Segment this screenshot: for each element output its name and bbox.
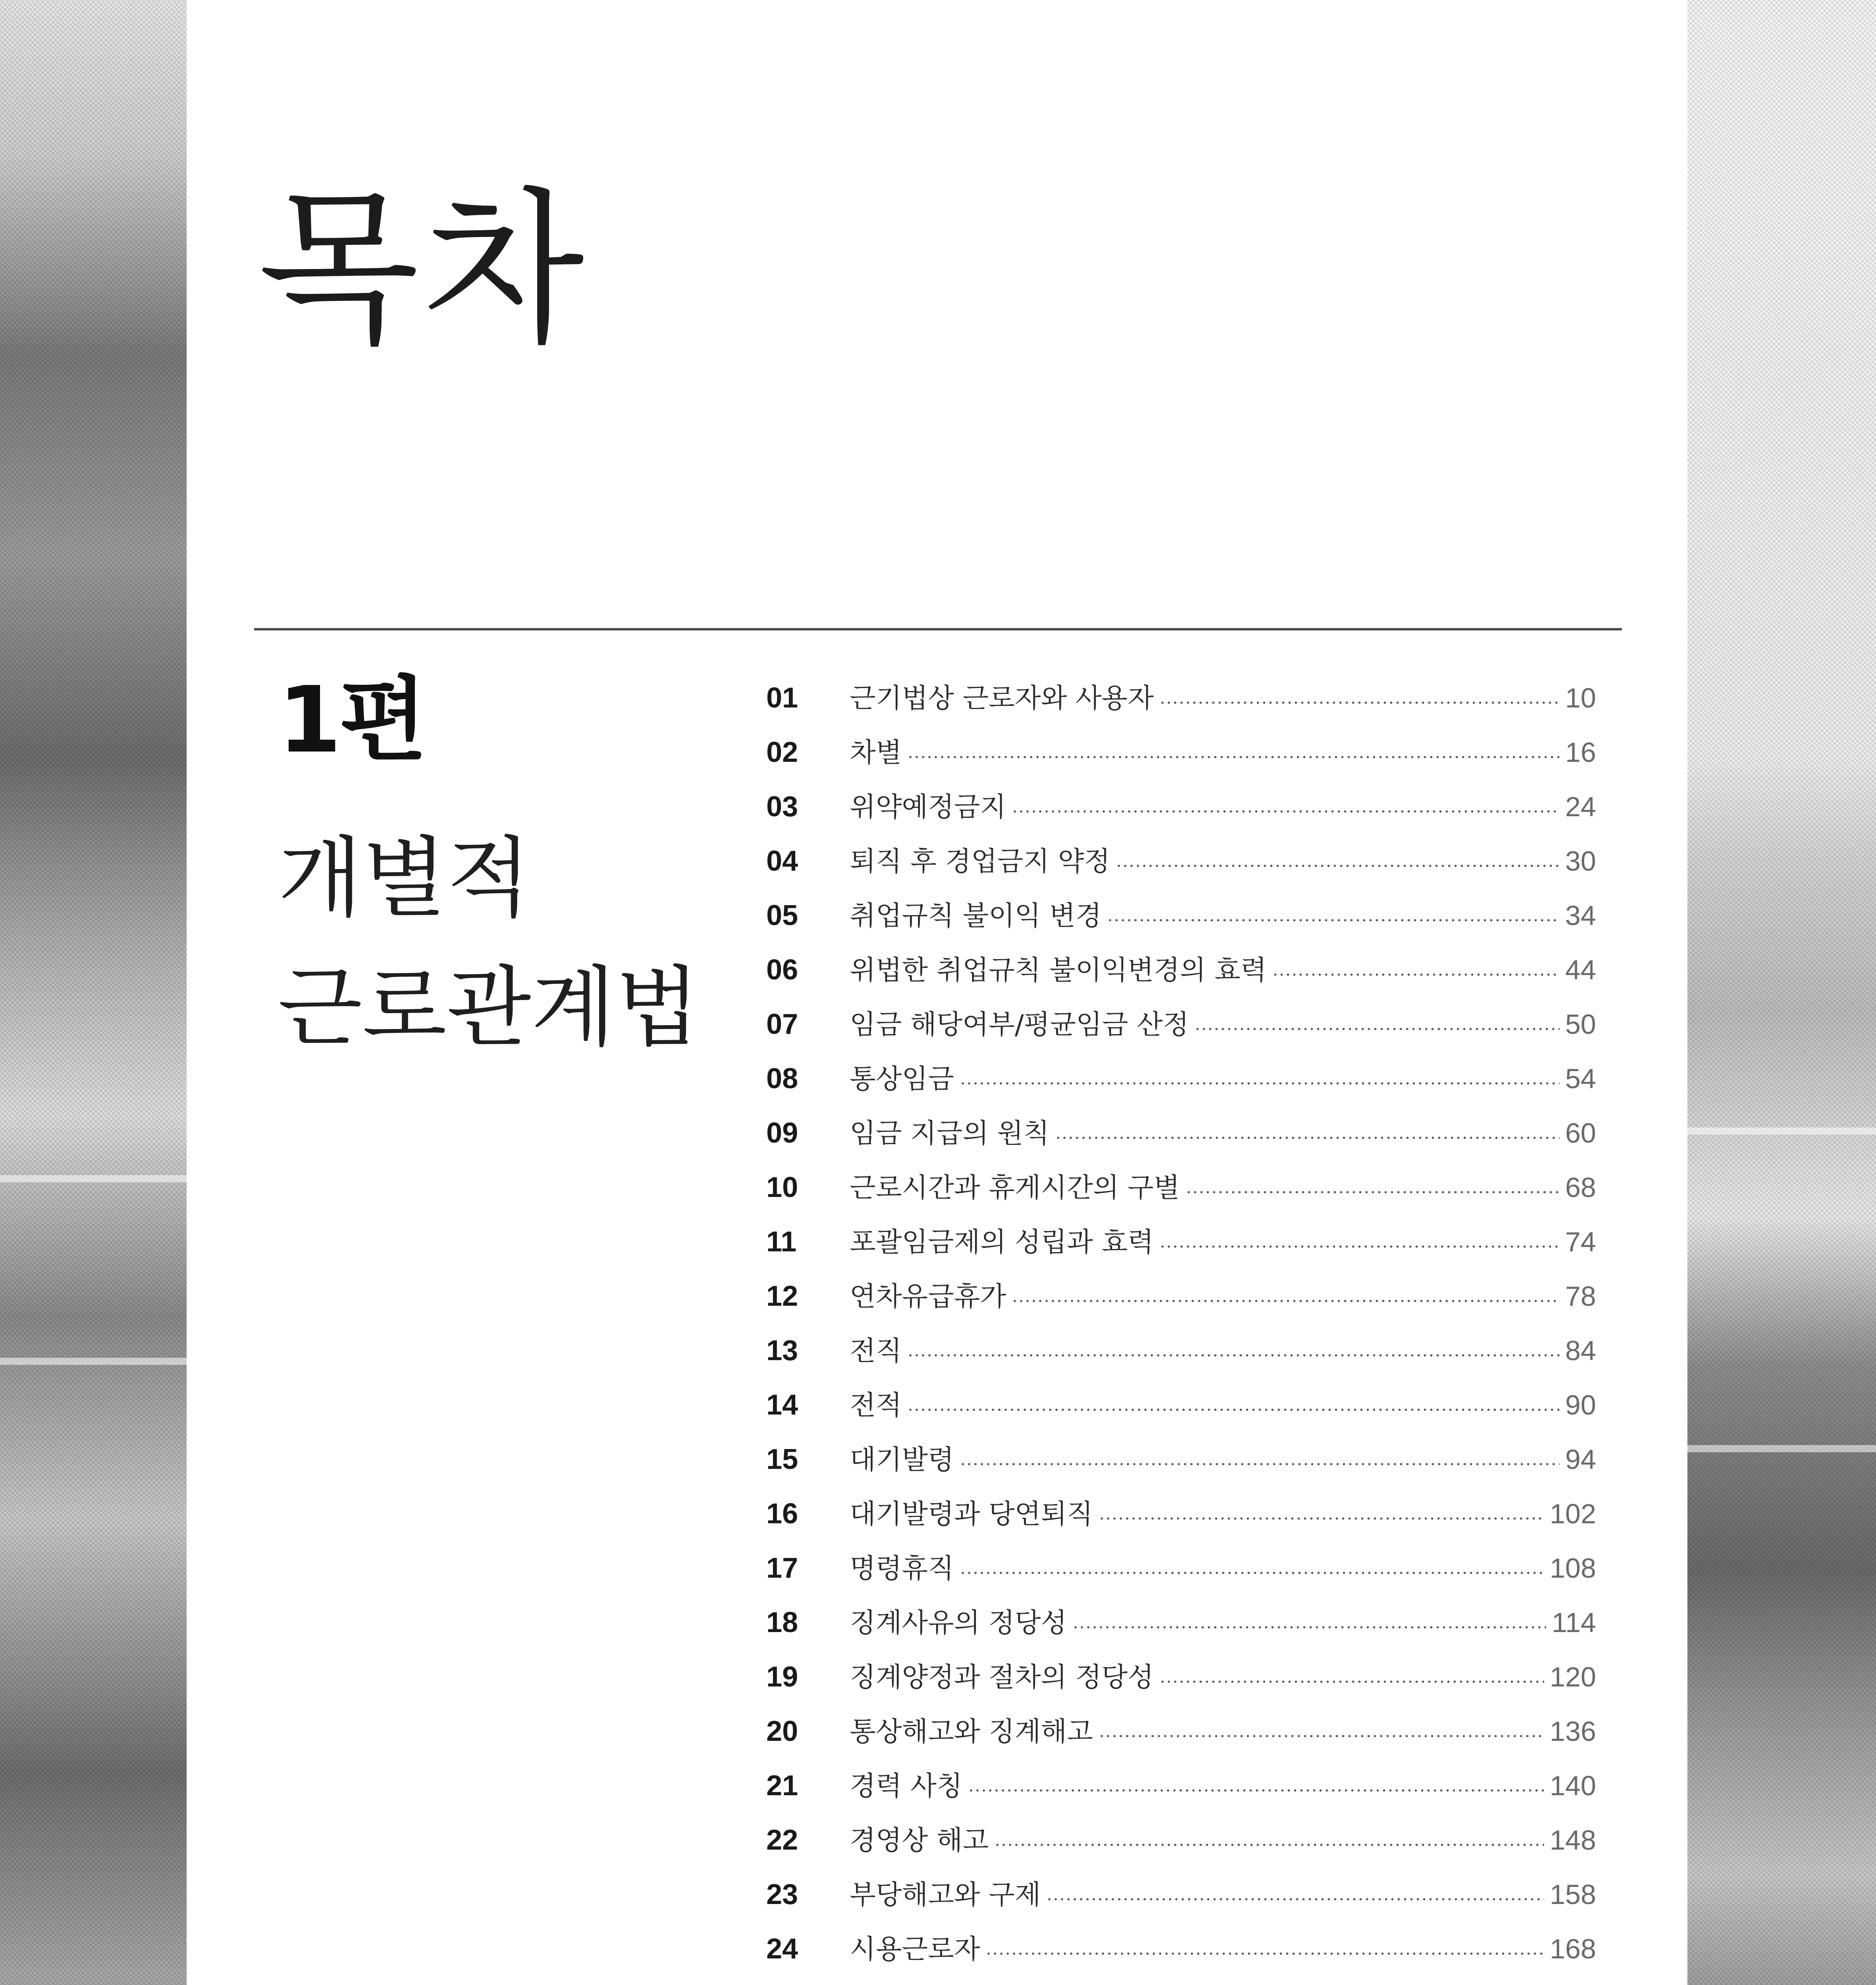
toc-entry[interactable] [766,1487,1596,1541]
dot-leader [1099,1517,1544,1520]
toc-entry-page: 168 [1550,1933,1596,1964]
toc-entry-page: 44 [1565,954,1596,985]
toc-entry-page: 74 [1565,1226,1596,1257]
toc-entry-page: 94 [1565,1444,1596,1475]
dot-leader [1046,1898,1544,1901]
dot-leader [1107,919,1560,922]
toc-entry-page: 102 [1550,1498,1596,1529]
toc-entry-title: 경력 사칭 [850,1771,963,1802]
dot-leader [1186,1191,1560,1194]
dot-leader [1116,864,1560,867]
toc-entry-number: 07 [766,1008,798,1040]
toc-entry-page: 30 [1565,846,1596,877]
toc-entry[interactable] [766,780,1596,834]
toc-entry-number: 15 [766,1443,798,1475]
toc-entry-title: 임금 지급의 원칙 [850,1118,1050,1149]
dot-leader [1194,1027,1560,1031]
toc-entry-title: 전적 [850,1390,902,1421]
toc-entry-title: 근로시간과 휴게시간의 구별 [850,1172,1180,1204]
toc-entry-number: 20 [766,1715,798,1747]
photo-highlight [1687,1445,1876,1452]
toc-entry[interactable] [766,1704,1596,1759]
part-title-line-1: 개별적 [278,827,531,929]
toc-entry-title: 연차유급휴가 [850,1281,1006,1312]
dot-leader [1099,1734,1544,1738]
toc-entry-number: 16 [766,1498,798,1530]
toc-entry[interactable] [766,1759,1596,1813]
toc-entry-title: 통상임금 [850,1064,954,1095]
toc-entry[interactable] [766,1160,1596,1215]
dot-leader [1012,810,1560,813]
toc-entry[interactable] [766,834,1596,888]
toc-entry-number: 21 [766,1770,798,1802]
left-photo-strip [0,0,187,1985]
toc-entry-page: 16 [1565,737,1596,768]
toc-entry-page: 140 [1550,1770,1596,1801]
toc-entry-title: 전직 [850,1336,902,1367]
photo-highlight [1687,1127,1876,1135]
dot-leader [985,1952,1544,1955]
toc-entry-title: 대기발령과 당연퇴직 [850,1499,1093,1530]
toc-entry-number: 19 [766,1661,798,1693]
toc-entry-page: 10 [1565,682,1596,713]
toc-entry-title: 퇴직 후 경업금지 약정 [850,846,1111,877]
table-of-contents [766,671,1596,1985]
toc-entry[interactable] [766,1976,1596,1985]
toc-entry-number: 12 [766,1280,798,1312]
toc-entry-number: 03 [766,791,798,823]
toc-entry-page: 120 [1550,1661,1596,1692]
toc-entry-title: 명령휴직 [850,1553,954,1584]
dot-leader [1012,1299,1560,1303]
toc-entry-number: 13 [766,1335,798,1366]
toc-entry-number: 24 [766,1933,798,1965]
toc-entry-title: 부당해고와 구제 [850,1879,1041,1911]
toc-entry-number: 17 [766,1552,798,1584]
dot-leader [907,1354,1560,1357]
toc-entry-title: 근기법상 근로자와 사용자 [850,683,1154,714]
toc-entry-page: 136 [1550,1716,1596,1747]
toc-entry[interactable] [766,1867,1596,1922]
toc-entry-number: 08 [766,1063,798,1095]
toc-entry[interactable] [766,1813,1596,1867]
toc-entry[interactable] [766,1106,1596,1160]
toc-entry[interactable] [766,997,1596,1052]
dot-leader [1055,1136,1560,1139]
toc-entry-title: 위약예정금지 [850,792,1006,823]
dot-leader [994,1843,1544,1846]
toc-entry-title: 통상해고와 징계해고 [850,1716,1093,1748]
part-number: 1편 [278,667,425,773]
toc-entry-page: 60 [1565,1118,1596,1149]
toc-entry[interactable] [766,671,1596,725]
toc-entry-number: 11 [766,1226,797,1258]
toc-entry-number: 18 [766,1607,798,1638]
toc-entry-page: 24 [1565,791,1596,822]
toc-entry-number: 05 [766,900,798,931]
toc-entry-title: 징계양정과 절차의 정당성 [850,1662,1154,1693]
toc-entry-title: 포괄임금제의 성립과 효력 [850,1227,1154,1258]
toc-entry-number: 09 [766,1117,798,1149]
toc-entry-number: 04 [766,845,798,877]
right-photo-strip [1687,0,1876,1985]
toc-entry[interactable] [766,1650,1596,1704]
toc-entry[interactable] [766,1052,1596,1106]
toc-entry-number: 22 [766,1824,798,1856]
toc-entry-number: 02 [766,736,798,768]
dot-leader [1272,973,1560,976]
page-title: 목차 [258,173,588,367]
toc-entry-page: 50 [1565,1009,1596,1040]
dot-leader [960,1082,1560,1085]
dot-leader [907,1408,1560,1411]
dot-leader [960,1571,1544,1575]
toc-entry-page: 148 [1550,1825,1596,1856]
photo-highlight [0,1175,187,1182]
toc-entry-page [1544,1976,1596,1985]
toc-entry-page: 78 [1565,1281,1596,1312]
part-title-line-2: 근로관계법 [278,956,700,1058]
toc-entry[interactable] [766,943,1596,997]
toc-entry[interactable] [766,1324,1596,1378]
dot-leader [1159,1245,1560,1248]
toc-entry-title: 차별 [850,737,902,769]
toc-entry[interactable] [766,725,1596,780]
toc-entry-page: 54 [1565,1063,1596,1094]
toc-entry-page: 90 [1565,1390,1596,1420]
toc-entry[interactable] [766,1541,1596,1596]
toc-entry-number [766,1976,850,1985]
toc-entry-page: 84 [1565,1335,1596,1366]
dot-leader [1159,1680,1544,1683]
toc-entry[interactable] [766,1269,1596,1324]
photo-highlight [0,1358,187,1365]
toc-entry-number: 06 [766,954,798,986]
part-heading [278,667,754,1072]
dot-leader [968,1789,1544,1792]
toc-entry-title: 대기발령 [850,1444,954,1476]
toc-entry-page: 108 [1550,1553,1596,1584]
toc-entry[interactable] [766,1215,1596,1269]
toc-entry[interactable] [766,1432,1596,1487]
dot-leader [1159,701,1560,704]
toc-entry[interactable] [766,1596,1596,1650]
toc-entry-page: 68 [1565,1172,1596,1203]
toc-entry-title: 취업규칙 불이익 변경 [850,900,1102,932]
toc-entry-title: 위법한 취업규칙 불이익변경의 효력 [850,955,1267,986]
toc-entry-number: 23 [766,1879,798,1910]
dot-leader [960,1463,1560,1466]
toc-entry-title: 징계사유의 정당성 [850,1607,1067,1639]
toc-entry-title: 임금 해당여부/평균임금 산정 [850,1009,1189,1041]
toc-entry-title: 시용근로자 [850,1934,980,1965]
dot-leader [1072,1626,1546,1629]
toc-entry-number: 10 [766,1172,798,1203]
toc-entry-page: 158 [1550,1879,1596,1910]
toc-entry-title [850,1977,1020,1985]
toc-entry-page: 114 [1552,1607,1596,1638]
divider-rule [254,628,1622,630]
toc-entry-number: 14 [766,1389,798,1421]
toc-entry[interactable] [766,1922,1596,1976]
toc-entry-number: 01 [766,682,798,714]
toc-entry-page: 34 [1565,900,1596,931]
dot-leader [907,755,1560,759]
toc-entry[interactable] [766,1378,1596,1432]
toc-entry[interactable] [766,888,1596,943]
toc-entry-title: 경영상 해고 [850,1825,989,1856]
